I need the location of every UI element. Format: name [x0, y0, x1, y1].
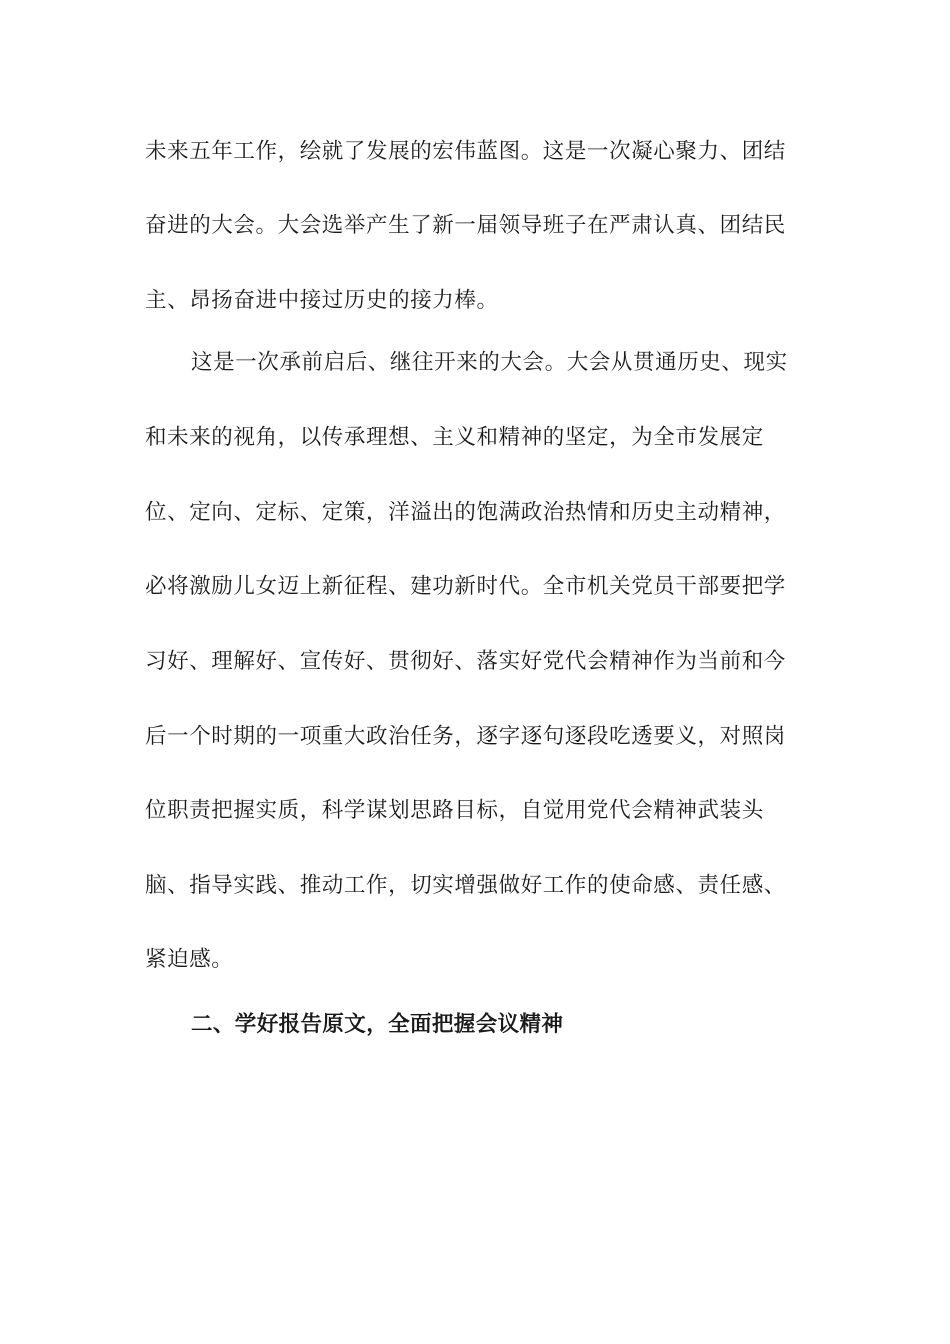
text-line: 脑、指导实践、推动工作，切实增强做好工作的使命感、责任感、	[145, 873, 786, 898]
text-line: 奋进的大会。大会选举产生了新一届领导班子在严肃认真、团结民	[145, 213, 786, 238]
text-line: 未来五年工作，绘就了发展的宏伟蓝图。这是一次凝心聚力、团结	[145, 139, 786, 164]
text-line: 位、定向、定标、定策，洋溢出的饱满政治热情和历史主动精神，	[145, 500, 786, 525]
text-line: 这是一次承前启后、继往开来的大会。大会从贯通历史、现实	[191, 350, 788, 375]
text-line: 和未来的视角，以传承理想、主义和精神的坚定，为全市发展定	[145, 425, 764, 450]
text-line: 后一个时期的一项重大政治任务，逐字逐句逐段吃透要义，对照岗	[145, 724, 786, 749]
text-line: 必将激励儿女迈上新征程、建功新时代。全市机关党员干部要把学	[145, 574, 786, 599]
text-line: 紧迫感。	[145, 947, 234, 972]
text-line: 习好、理解好、宣传好、贯彻好、落实好党代会精神作为当前和今	[145, 649, 786, 674]
section-heading: 二、学好报告原文，全面把握会议精神	[191, 1012, 564, 1037]
text-line: 位职责把握实质，科学谋划思路目标，自觉用党代会精神武装头	[145, 798, 764, 823]
text-line: 主、昂扬奋进中接过历史的接力棒。	[145, 288, 499, 313]
